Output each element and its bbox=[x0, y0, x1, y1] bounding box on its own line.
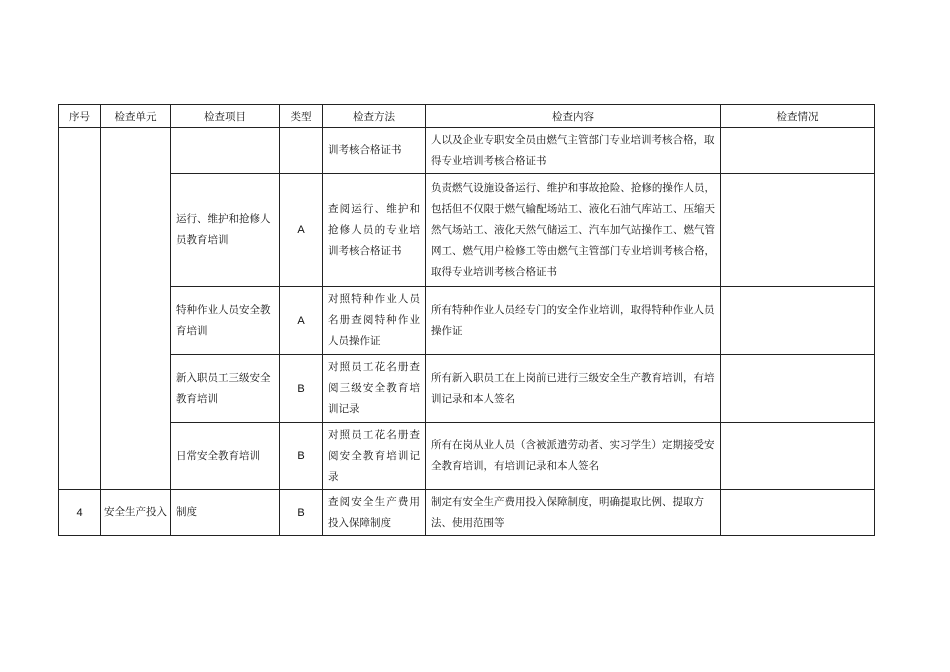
content-value: 制定有安全生产费用投入保障制度，明确提取比例、提取方法、使用范围等 bbox=[431, 495, 704, 529]
header-seq: 序号 bbox=[59, 105, 101, 128]
content-value: 人以及企业专职安全员由燃气主管部门专业培训考核合格，取得专业培训考核合格证书 bbox=[431, 133, 715, 167]
method-value: 对照员工花名册查阅安全教育培训记录 bbox=[328, 428, 420, 483]
content-cell bbox=[426, 287, 721, 355]
result-cell bbox=[721, 490, 875, 536]
type-cell bbox=[280, 287, 323, 355]
item-cell bbox=[171, 287, 280, 355]
seq-value: 4 bbox=[76, 506, 83, 519]
item-value: 运行、维护和抢修人员教育培训 bbox=[176, 213, 271, 246]
header-item: 检查项目 bbox=[171, 105, 280, 128]
table-row bbox=[59, 423, 875, 490]
type-value: B bbox=[297, 450, 305, 462]
type-cell bbox=[280, 355, 323, 423]
method-cell bbox=[323, 287, 426, 355]
content-cell bbox=[426, 174, 721, 287]
table-row bbox=[59, 174, 875, 287]
result-cell bbox=[721, 423, 875, 490]
item-cell bbox=[171, 128, 280, 174]
item-cell bbox=[171, 423, 280, 490]
method-cell bbox=[323, 490, 426, 536]
item-cell bbox=[171, 355, 280, 423]
method-value: 查阅运行、维护和抢修人员的专业培训考核合格证书 bbox=[328, 202, 420, 257]
type-cell bbox=[280, 423, 323, 490]
content-cell bbox=[426, 423, 721, 490]
method-value: 对照特种作业人员名册查阅特种作业人员操作证 bbox=[328, 293, 420, 347]
result-cell bbox=[721, 174, 875, 287]
header-type: 类型 bbox=[280, 105, 323, 128]
unit-value: 安全生产投入 bbox=[104, 506, 167, 518]
content-cell bbox=[426, 355, 721, 423]
item-value: 制度 bbox=[176, 506, 197, 518]
method-cell bbox=[323, 174, 426, 287]
unit-cell bbox=[101, 128, 171, 490]
type-cell bbox=[280, 490, 323, 536]
header-row bbox=[59, 105, 875, 128]
table-row bbox=[59, 128, 875, 174]
method-cell bbox=[323, 128, 426, 174]
result-cell bbox=[721, 355, 875, 423]
method-value: 训考核合格证书 bbox=[328, 144, 402, 156]
type-value: B bbox=[297, 382, 305, 395]
type-value: A bbox=[297, 224, 305, 236]
method-value: 查阅安全生产费用投入保障制度 bbox=[328, 495, 420, 529]
seq-cell bbox=[59, 128, 101, 490]
table-row bbox=[59, 287, 875, 355]
content-value: 所有特种作业人员经专门的安全作业培训，取得特种作业人员操作证 bbox=[431, 303, 715, 337]
content-cell bbox=[426, 128, 721, 174]
item-cell bbox=[171, 174, 280, 287]
header-content: 检查内容 bbox=[426, 105, 721, 128]
content-value: 负责燃气设施设备运行、维护和事故抢险、抢修的操作人员，包括但不仅限于燃气输配场站工、液化石油气库站工、压缩天然气场站工、液化天然气储运工、汽车加气站操作工、燃气管网工、燃气用户检修工等由燃气主管部门专业培训考核合格，取得专业培训考核合格证书 bbox=[431, 181, 715, 278]
type-value: A bbox=[297, 314, 305, 327]
item-value: 日常安全教育培训 bbox=[176, 449, 260, 462]
content-value: 所有在岗从业人员（含被派遣劳动者、实习学生）定期接受安全教育培训，有培训记录和本人签名 bbox=[431, 439, 715, 472]
header-unit: 检查单元 bbox=[101, 105, 171, 128]
method-cell bbox=[323, 423, 426, 490]
type-cell bbox=[280, 128, 323, 174]
header-method: 检查方法 bbox=[323, 105, 426, 128]
result-cell bbox=[721, 287, 875, 355]
item-value: 新入职员工三级安全教育培训 bbox=[176, 371, 271, 405]
header-result: 检查情况 bbox=[721, 105, 875, 128]
content-value: 所有新入职员工在上岗前已进行三级安全生产教育培训，有培训记录和本人签名 bbox=[431, 371, 715, 405]
content-cell bbox=[426, 490, 721, 536]
type-value: B bbox=[297, 506, 305, 519]
inspection-table bbox=[58, 104, 875, 536]
type-cell bbox=[280, 174, 323, 287]
unit-cell bbox=[101, 490, 171, 536]
item-cell bbox=[171, 490, 280, 536]
method-value: 对照员工花名册查阅三级安全教育培训记录 bbox=[328, 361, 420, 415]
seq-cell bbox=[59, 490, 101, 536]
item-value: 特种作业人员安全教育培训 bbox=[176, 303, 271, 337]
table-row bbox=[59, 490, 875, 536]
result-cell bbox=[721, 128, 875, 174]
method-cell bbox=[323, 355, 426, 423]
table-row bbox=[59, 355, 875, 423]
